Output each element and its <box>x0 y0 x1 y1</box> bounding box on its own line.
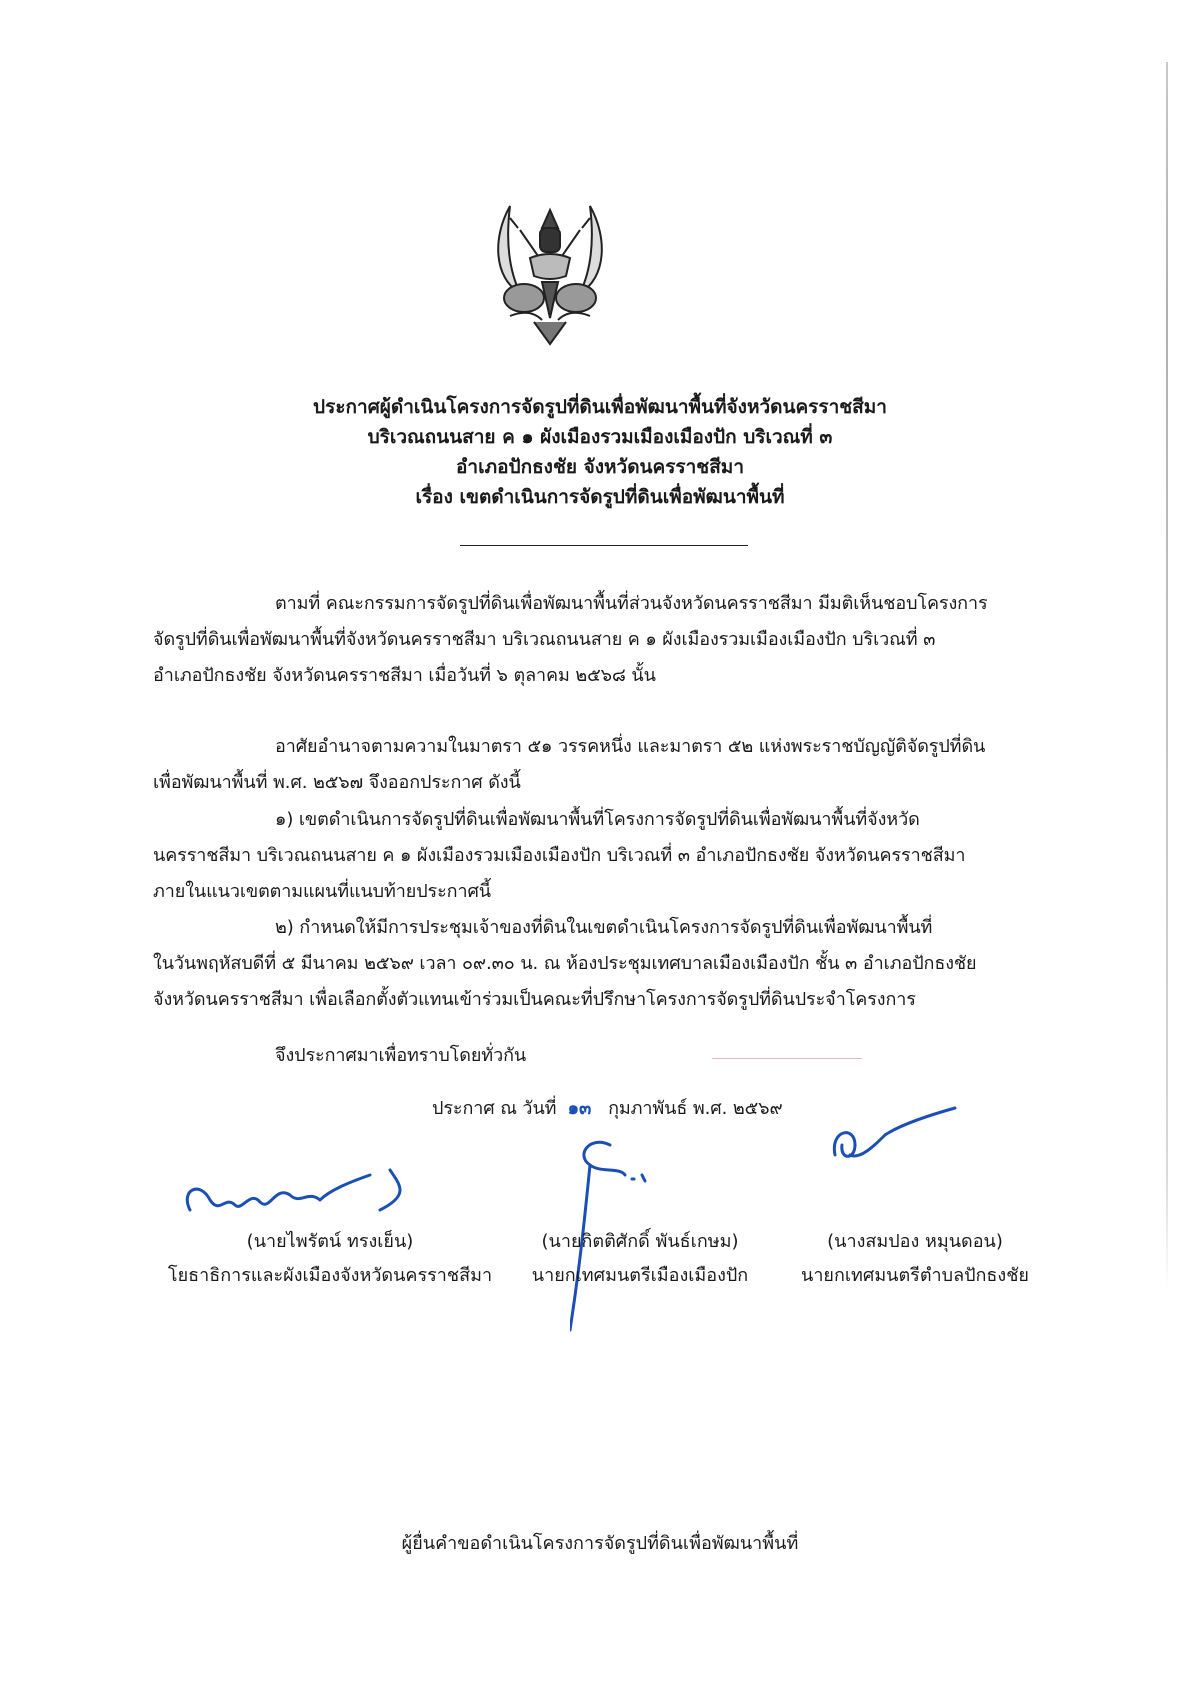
title-line: บริเวณถนนสาย ค ๑ ผังเมืองรวมเมืองเมืองปัก บริเวณที่ ๓ <box>367 426 833 448</box>
paragraph-line: อำเภอปักธงชัย จังหวัดนครราชสีมา เมื่อวันที่ ๖ ตุลาคม ๒๕๖๘ นั้น <box>153 665 656 686</box>
closing-line: จึงประกาศมาเพื่อทราบโดยทั่วกัน <box>275 1045 527 1066</box>
subject-line: เรื่อง เขตดำเนินการจัดรูปที่ดินเพื่อพัฒนาพื้นที่ <box>415 486 785 508</box>
signatory-name: (นางสมปอง หมุนดอน) <box>827 1231 1003 1252</box>
signatory-position: โยธาธิการและผังเมืองจังหวัดนครราชสีมา <box>167 1265 493 1286</box>
signatory-position: นายกเทศมนตรีตำบลปักธงชัย <box>801 1265 1029 1286</box>
date-prefix: ประกาศ ณ วันที่ <box>432 1098 557 1119</box>
item-1-line: ภายในแนวเขตตามแผนที่แนบท้ายประกาศนี้ <box>153 881 492 902</box>
signature-1-icon <box>180 1160 420 1230</box>
signatory-2 <box>510 1225 770 1293</box>
signatory-3 <box>790 1225 1040 1293</box>
title-line: อำเภอปักธงชัย จังหวัดนครราชสีมา <box>456 456 744 478</box>
date-line <box>432 1093 783 1125</box>
item-1-line: นครราชสีมา บริเวณถนนสาย ค ๑ ผังเมืองรวมเมืองเมืองปัก บริเวณที่ ๓ อำเภอปักธงชัย จังหวัดนครราชสีมา <box>153 845 966 866</box>
signatory-name: (นายกิตติศักดิ์ พันธ์เกษม) <box>541 1231 739 1252</box>
paragraph-line: อาศัยอำนาจตามความในมาตรา ๕๑ วรรคหนึ่ง และมาตรา ๕๒ แห่งพระราชบัญญัติจัดรูปที่ดิน <box>275 736 986 757</box>
signature-3-icon <box>820 1100 960 1180</box>
item-1-line: ๑) เขตดำเนินการจัดรูปที่ดินเพื่อพัฒนาพื้นที่โครงการจัดรูปที่ดินเพื่อพัฒนาพื้นที่จังหวัด <box>275 809 920 830</box>
applicant-footer: ผู้ยื่นคำขอดำเนินโครงการจัดรูปที่ดินเพื่อพัฒนาพื้นที่ <box>401 1533 799 1554</box>
paragraph-line: จัดรูปที่ดินเพื่อพัฒนาพื้นที่จังหวัดนครราชสีมา บริเวณถนนสาย ค ๑ ผังเมืองรวมเมืองเมืองปัก บริเวณที่ ๓ <box>153 629 936 650</box>
paragraph-line: เพื่อพัฒนาพื้นที่ พ.ศ. ๒๕๖๗ จึงออกประกาศ ดังนี้ <box>153 772 521 793</box>
item-2-line: จังหวัดนครราชสีมา เพื่อเลือกตั้งตัวแทนเข้าร่วมเป็นคณะที่ปรึกษาโครงการจัดรูปที่ดินประจำโครงการ <box>153 989 916 1010</box>
item-2-line: ในวันพฤหัสบดีที่ ๕ มีนาคม ๒๕๖๙ เวลา ๐๙.๓๐ น. ณ ห้องประชุมเทศบาลเมืองเมืองปัก ชั้น ๓ อำเภอปักธงชัย <box>153 953 977 974</box>
garuda-emblem-icon <box>480 198 620 348</box>
signatory-name: (นายไพรัตน์ ทรงเย็น) <box>246 1231 414 1252</box>
scan-edge-line <box>1166 62 1168 1292</box>
title-divider <box>460 545 748 546</box>
pink-mark <box>712 1058 862 1059</box>
signatory-position: นายกเทศมนตรีเมืองเมืองปัก <box>531 1265 749 1286</box>
paragraph-line: ตามที่ คณะกรรมการจัดรูปที่ดินเพื่อพัฒนาพื้นที่ส่วนจังหวัดนครราชสีมา มีมติเห็นชอบโครงการ <box>275 593 988 614</box>
item-2-line: ๒) กำหนดให้มีการประชุมเจ้าของที่ดินในเขตดำเนินโครงการจัดรูปที่ดินเพื่อพัฒนาพื้นที่ <box>275 917 933 938</box>
date-day-handwritten: ๑๓ <box>567 1098 592 1119</box>
signatory-1 <box>160 1225 500 1293</box>
date-month-year: กุมภาพันธ์ พ.ศ. ๒๕๖๙ <box>608 1098 783 1119</box>
title-line: ประกาศผู้ดำเนินโครงการจัดรูปที่ดินเพื่อพัฒนาพื้นที่จังหวัดนครราชสีมา <box>313 396 887 418</box>
announcement-title <box>150 392 1050 512</box>
